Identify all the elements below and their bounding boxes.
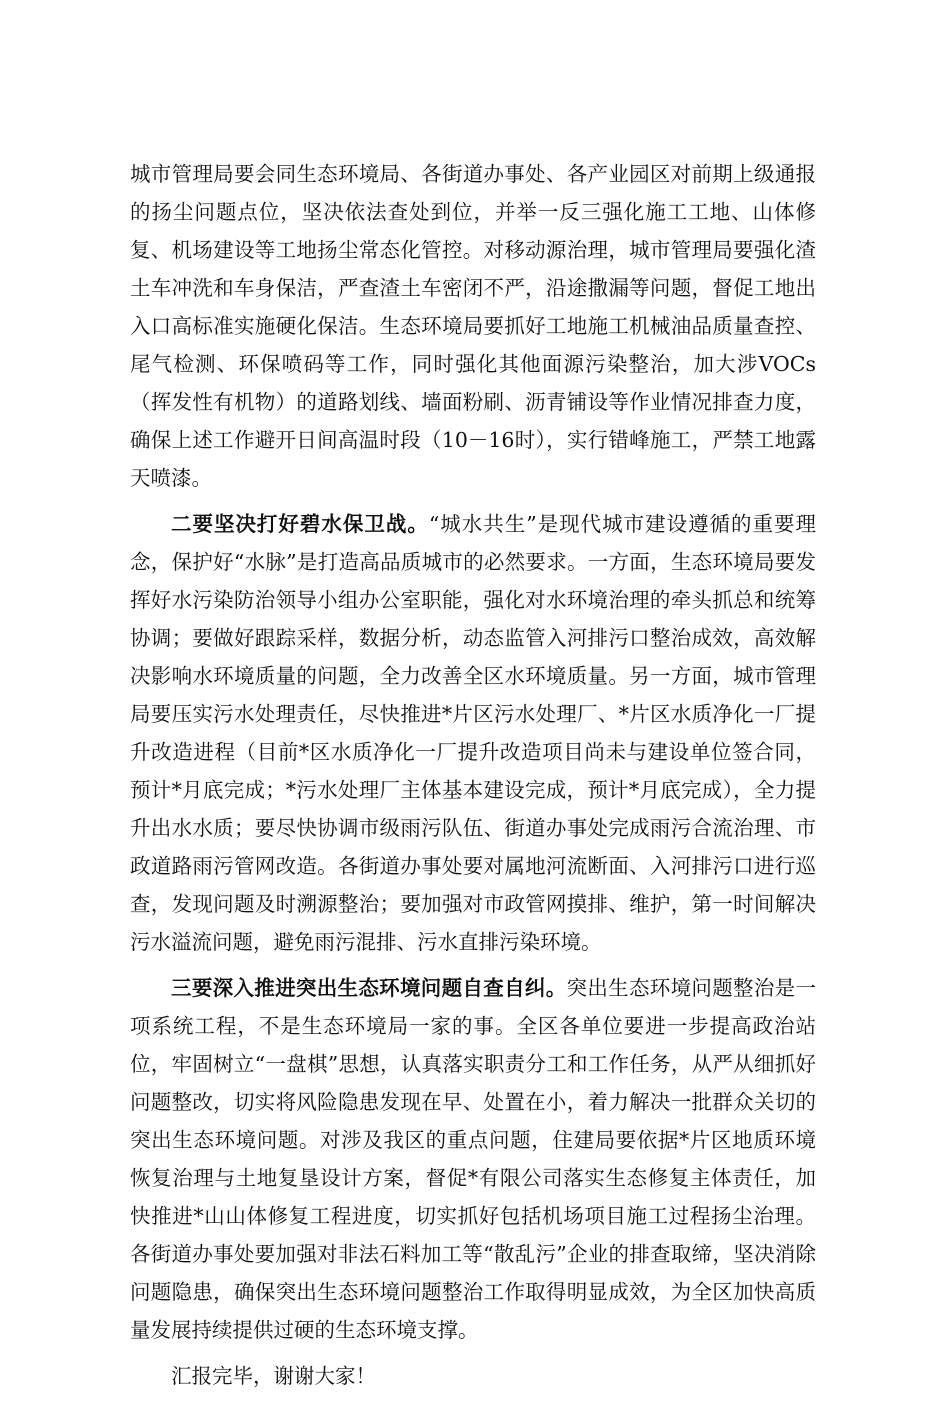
closing-remark: [130, 1357, 816, 1395]
paragraph-2-heading: 二要坚决打好碧水保卫战。: [171, 512, 429, 536]
closing-remark-text: 汇报完毕，谢谢大家！: [171, 1364, 376, 1388]
paragraph-2-text: “城水共生”是现代城市建设遵循的重要理念，保护好“水脉”是打造高品质城市的必然要求。一方面，生态环境局要发挥好水污染防治领导小组办公室职能，强化对水环境治理的牵头抓总和统筹协调；要做好跟踪采样，数据分析，动态监管入河排污口整治成效，高效解决影响水环境质量的问题，全力改善全区水环境质量。另一方面，城市管理局要压实污水处理责任，尽快推进*片区污水处理厂、*片区水质净化一厂提升改造进程（目前*区水质净化一厂提升改造项目尚未与建设单位签合同，预计*月底完成；*污水处理厂主体基本建设完成，预计*月底完成），全力提升出水水质；要尽快协调市级雨污队伍、街道办事处完成雨污合流治理、市政道路雨污管网改造。各街道办事处要对属地河流断面、入河排污口进行巡查，发现问题及时溯源整治；要加强对市政管网摸排、维护，第一时间解决污水溢流问题，避免雨污混排、污水直排污染环境。: [130, 512, 816, 954]
document-body: [130, 155, 816, 1403]
paragraph-1-text: 城市管理局要会同生态环境局、各街道办事处、各产业园区对前期上级通报的扬尘问题点位，坚决依法查处到位，并举一反三强化施工工地、山体修复、机场建设等工地扬尘常态化管控。对移动源治理，城市管理局要强化渣土车冲洗和车身保洁，严查渣土车密闭不严，沿途撒漏等问题，督促工地出入口高标准实施硬化保洁。生态环境局要抓好工地施工机械油品质量查控、尾气检测、环保喷码等工作，同时强化其他面源污染整治，加大涉VOCs（挥发性有机物）的道路划线、墙面粉刷、沥青铺设等作业情况排查力度，确保上述工作避开日间高温时段（10－16时），实行错峰施工，严禁工地露天喷漆。: [130, 162, 816, 490]
paragraph-3-text: 突出生态环境问题整治是一项系统工程，不是生态环境局一家的事。全区各单位要进一步提高政治站位，牢固树立“一盘棋”思想，认真落实职责分工和工作任务，从严从细抓好问题整改，切实将风险隐患发现在早、处置在小，着力解决一批群众关切的突出生态环境问题。对涉及我区的重点问题，住建局要依据*片区地质环境恢复治理与土地复垦设计方案，督促*有限公司落实生态修复主体责任，加快推进*山山体修复工程进度，切实抓好包括机场项目施工过程扬尘治理。各街道办事处要加强对非法石料加工等“散乱污”企业的排查取缔，坚决消除问题隐患，确保突出生态环境问题整治工作取得明显成效，为全区加快高质量发展持续提供过硬的生态环境支撑。: [130, 976, 816, 1342]
paragraph-3: [130, 969, 816, 1349]
paragraph-1: [130, 155, 816, 497]
paragraph-2: [130, 505, 816, 961]
paragraph-3-heading: 三要深入推进突出生态环境问题自查自纠。: [171, 976, 567, 1000]
